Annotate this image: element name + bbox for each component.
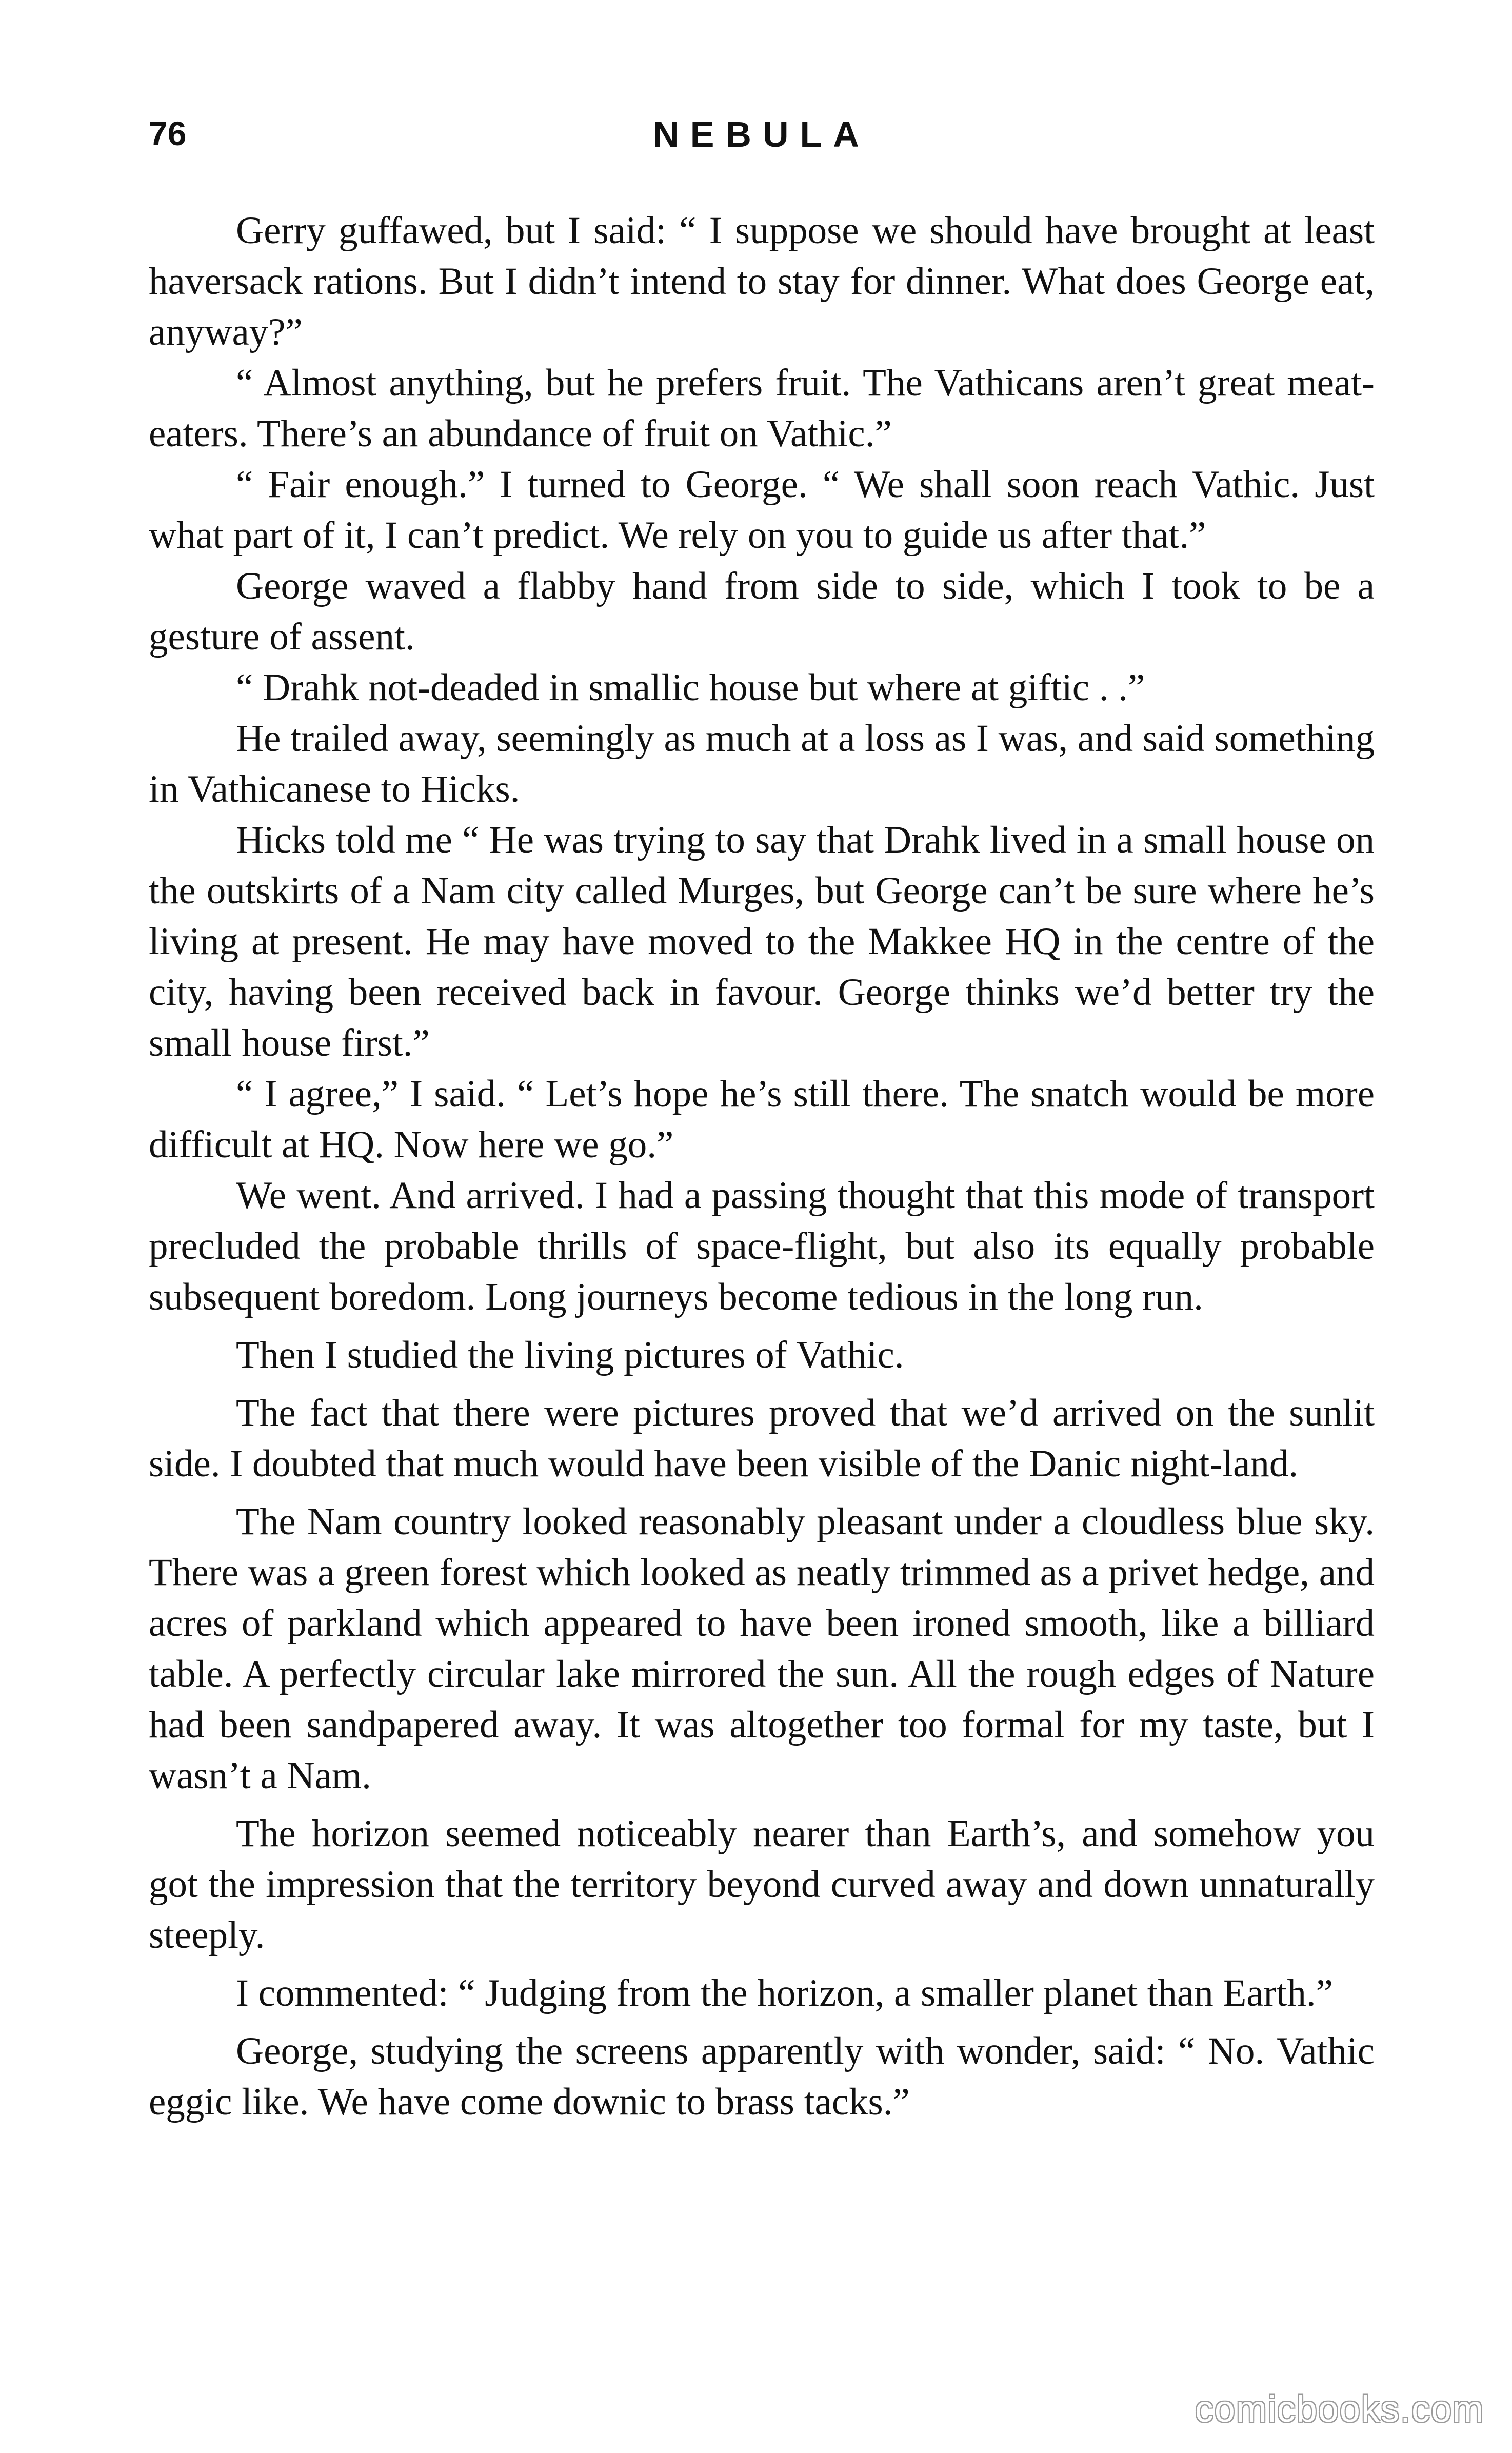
- paragraph: “ I agree,” I said. “ Let’s hope he’s still there. The snatch would be more difficult at HQ. Now here we go.”: [149, 1073, 1375, 1166]
- paragraph: “ Almost anything, but he prefers fruit. The Vathicans aren’t great meat-eaters. There’s an abundance of fruit on Vathic.”: [149, 362, 1375, 455]
- paragraph: George waved a flabby hand from side to side, which I took to be a gesture of assent.: [149, 565, 1375, 658]
- paragraph: We went. And arrived. I had a passing thought that this mode of transport precluded the probable thrills of space-flight, but also its equally probable subsequent boredom. Long journeys become tedious in the long run.: [149, 1174, 1375, 1318]
- paragraph: Hicks told me “ He was trying to say that Drahk lived in a small house on the outskirts of a Nam city called Murges, but George can’t be sure where he’s living at present. He may have moved to the Makkee HQ in the centre of the city, having been received back in favour. George thinks we’d better try the small house first.”: [149, 819, 1375, 1064]
- running-title: NEBULA: [653, 114, 870, 154]
- paragraph: George, studying the screens apparently with wonder, said: “ No. Vathic eggic like. We have come downic to brass tacks.”: [149, 2030, 1375, 2123]
- body-text: [149, 205, 1375, 2127]
- page-header: [149, 114, 1375, 165]
- paragraph: Gerry guffawed, but I said: “ I suppose we should have brought at least haversack rations. But I didn’t intend to stay for dinner. What does George eat, anyway?”: [149, 209, 1375, 353]
- paragraph: He trailed away, seemingly as much at a loss as I was, and said something in Vathicanese to Hicks.: [149, 717, 1375, 810]
- paragraph: The fact that there were pictures proved that we’d arrived on the sunlit side. I doubted that much would have been visible of the Danic night-land.: [149, 1392, 1375, 1485]
- paragraph: I commented: “ Judging from the horizon, a smaller planet than Earth.”: [236, 1972, 1333, 2014]
- paragraph: The Nam country looked reasonably pleasant under a cloudless blue sky. There was a green forest which looked as neatly trimmed as a privet hedge, and acres of parkland which appeared to have been ironed smooth, like a billiard table. A perfectly circular lake mirrored the sun. All the rough edges of Nature had been sandpapered away. It was altogether too formal for my taste, but I wasn’t a Nam.: [149, 1500, 1375, 1797]
- watermark-text: comicbooks.com: [1195, 2389, 1484, 2430]
- paragraph: “ Drahk not-deaded in smallic house but where at giftic . .”: [236, 666, 1145, 709]
- paragraph: Then I studied the living pictures of Vathic.: [236, 1334, 904, 1376]
- paragraph: “ Fair enough.” I turned to George. “ We shall soon reach Vathic. Just what part of it, I can’t predict. We rely on you to guide us after that.”: [149, 463, 1375, 557]
- page-number: 76: [149, 114, 187, 152]
- paragraph: The horizon seemed noticeably nearer than Earth’s, and somehow you got the impression that the territory beyond curved away and down unnaturally steeply.: [149, 1812, 1375, 1956]
